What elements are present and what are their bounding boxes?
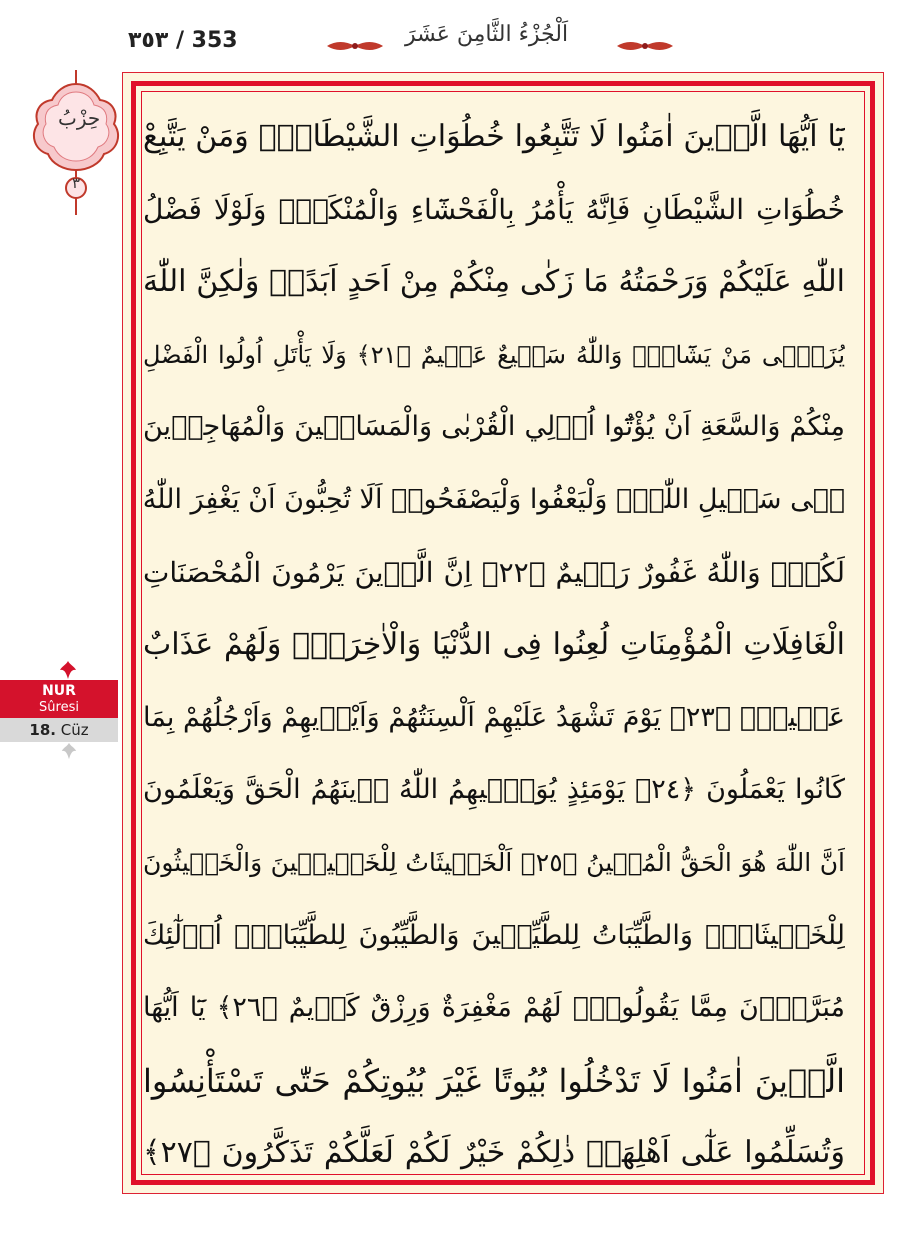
text-line: يُزَكّٖى مَنْ يَشَٓاءُۜ وَاللّٰهُ سَمٖيعٌ عَلٖيمٌ ﴿٢١﴾ وَلَا يَأْتَلِ اُولُوا الْفَضْلِ [143, 340, 845, 369]
text-line: مُبَرَّؤُ۫نَ مِمَّا يَقُولُونَۜ لَهُمْ مَغْفِرَةٌ وَرِزْقٌ كَرٖيمٌ ﴿٢٦﴾ يَٓا اَيُّهَا [143, 992, 845, 1024]
text-line: عَظٖيمٌۙ ﴿٢٣﴾ يَوْمَ تَشْهَدُ عَلَيْهِمْ اَلْسِنَتُهُمْ وَاَيْدٖيهِمْ وَاَرْجُلُهُمْ بِمَا [143, 701, 845, 733]
text-line: اللّٰهِ عَلَيْكُمْ وَرَحْمَتُهُ مَا زَكٰى مِنْكُمْ مِنْ اَحَدٍ اَبَدًاۙ وَلٰكِنَّ اللّٰهَ [143, 264, 845, 300]
page-number: ٣٥٣ / 353 [128, 28, 238, 53]
fleur-top-icon [58, 660, 78, 680]
cuz-box [0, 718, 118, 742]
cuz-number: 18. [29, 721, 56, 739]
right-ornament-icon [615, 38, 675, 54]
fleur-bottom-icon [60, 742, 78, 760]
hizb-label: حِزْبُ [58, 106, 101, 130]
text-line: وَتُسَلِّمُوا عَلٰٓى اَهْلِهَاۜ ذٰلِكُمْ خَيْرٌ لَكُمْ لَعَلَّكُمْ تَذَكَّرُونَ ﴿٢٧﴾ [143, 1135, 845, 1171]
page-frame [122, 72, 884, 1194]
sura-name: NUR [42, 683, 76, 699]
hizb-medallion-icon [26, 70, 126, 220]
text-line: كَانُوا يَعْمَلُونَ ﴿٢٤﴾ يَوْمَئِذٍ يُوَفّٖيهِمُ اللّٰهُ دٖينَهُمُ الْحَقَّ وَيَعْلَمُونَ [143, 774, 845, 806]
page-header [0, 0, 900, 80]
sura-name-box [0, 680, 118, 718]
text-lines [143, 101, 845, 1190]
text-line: خُطُوَاتِ الشَّيْطَانِ فَاِنَّهُ يَأْمُرُ بِالْفَحْشَٓاءِ وَالْمُنْكَرِۜ وَلَوْلَا فَضْلُ [143, 192, 845, 226]
text-line: يَٓا اَيُّهَا الَّذٖينَ اٰمَنُوا لَا تَتَّبِعُوا خُطُوَاتِ الشَّيْطَانِۜ وَمَنْ يَتَّبِعْ [143, 119, 845, 154]
cuz-word: Cüz [60, 721, 89, 739]
juz-title: اَلْجُزْءُ الثَّامِنَ عَشَرَ [405, 22, 569, 47]
text-line: لَكُمْۜ وَاللّٰهُ غَفُورٌ رَحٖيمٌ ﴿٢٢﴾ اِنَّ الَّذٖينَ يَرْمُونَ الْمُحْصَنَاتِ [143, 555, 845, 589]
text-line: الْغَافِلَاتِ الْمُؤْمِنَاتِ لُعِنُوا فِى الدُّنْيَا وَالْاٰخِرَةِۖ وَلَهُمْ عَذَابٌ [143, 627, 845, 663]
text-line: لِلْخَبٖيثَاتِۚ وَالطَّيِّبَاتُ لِلطَّيِّبٖينَ وَالطَّيِّبُونَ لِلطَّيِّبَاتِۚ اُو۬لٰٓئِكَ [143, 919, 845, 951]
hizb-number: ٣ [71, 174, 81, 192]
text-line: مِنْكُمْ وَالسَّعَةِ اَنْ يُؤْتُٓوا اُو۬لِي الْقُرْبٰى وَالْمَسَاكٖينَ وَالْمُهَاجِرٖينَ [143, 411, 845, 443]
text-line: اَنَّ اللّٰهَ هُوَ الْحَقُّ الْمُبٖينُ ﴿٢٥﴾ اَلْخَبٖيثَاتُ لِلْخَبٖيثٖينَ وَالْخَبٖيثُونَ [143, 847, 845, 877]
sura-word: Sûresi [39, 700, 79, 715]
hizb-marker [26, 70, 126, 220]
text-line: فٖى سَبٖيلِ اللّٰهِۖ وَلْيَعْفُوا وَلْيَصْفَحُواۜ اَلَا تُحِبُّونَ اَنْ يَغْفِرَ اللّٰهُ [143, 483, 845, 515]
left-ornament-icon [325, 38, 385, 54]
text-line: الَّذٖينَ اٰمَنُوا لَا تَدْخُلُوا بُيُوتًا غَيْرَ بُيُوتِكُمْ حَتّٰى تَسْتَأْنِسُوا [143, 1061, 845, 1100]
sura-tab [0, 680, 118, 742]
